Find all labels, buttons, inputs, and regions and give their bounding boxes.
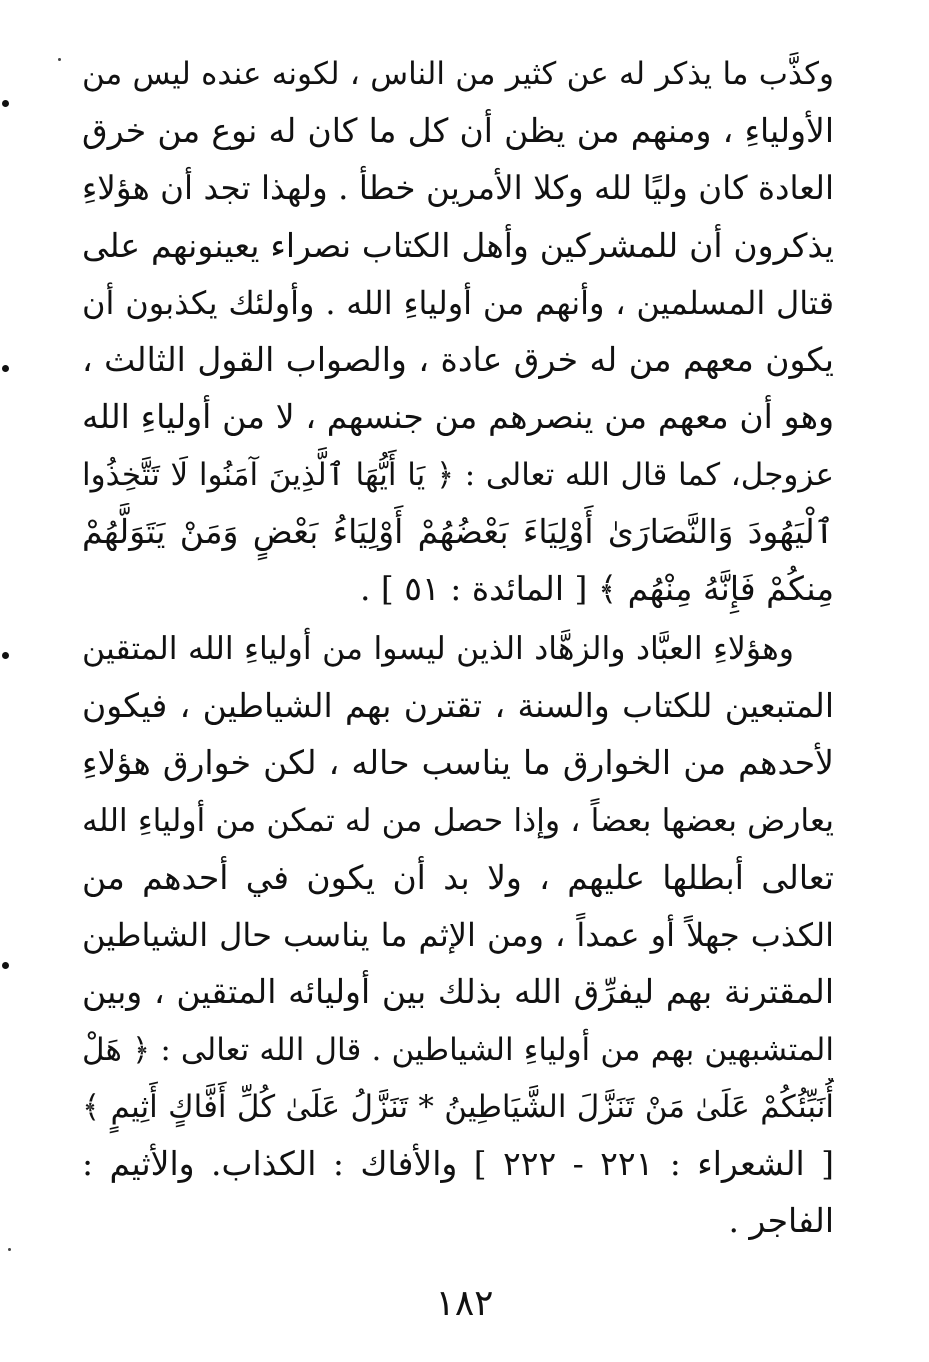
text-line: وهو أن معهم من ينصرهم من جنسهم ، لا من أولياءِ الله: [82, 397, 834, 436]
text-line: قتال المسلمين ، وأنهم من أولياءِ الله . وأولئك يكذبون أن: [82, 284, 834, 322]
text-line: العادة كان وليًا لله وكلا الأمرين خطأ . ولهذا تجد أن هؤلاءِ: [82, 169, 834, 207]
text-line: يذكرون أن للمشركين وأهل الكتاب نصراء يعينونهم على: [82, 226, 834, 265]
quran-verse-line: ٱلْيَهُودَ وَالنَّصَارَىٰ أَوْلِيَاءَ بَعْضُهُمْ أَوْلِيَاءُ بَعْضٍ وَمَنْ يَتَوَلَّهُمْ: [82, 512, 834, 551]
text-line: لأحدهم من الخوارق ما يناسب حاله ، لكن خوارق هؤلاءِ: [82, 743, 834, 782]
scan-speck: [8, 1248, 11, 1251]
quran-verse-line: أُنَبِّئُكُمْ عَلَىٰ مَنْ تَنَزَّلَ الشَّيَاطِينُ * تَنَزَّلُ عَلَىٰ كُلِّ أَفَّاكٍ أَثِيمٍ ﴾: [82, 1089, 834, 1125]
text-line: يعارض بعضها بعضاً ، وإذا حصل من له تمكن من أولياءِ الله: [82, 803, 834, 839]
body-text: [82, 45, 834, 1265]
text-line: تعالى أبطلها عليهم ، ولا بد أن يكون في أحدهم من: [82, 858, 834, 897]
margin-mark: [2, 100, 9, 107]
text-line: الكذب جهلاً أو عمداً ، ومن الإثم ما يناسب حال الشياطين: [82, 916, 834, 954]
quran-verse-line: مِنكُمْ فَإِنَّهُ مِنْهُم ﴾ [ المائدة : ٥١ ] .: [359, 569, 834, 608]
margin-mark: [2, 365, 9, 372]
text-line: الفاجر .: [728, 1201, 834, 1240]
scan-speck: [58, 58, 61, 61]
margin-mark: [2, 652, 9, 659]
text-line: المتبعين للكتاب والسنة ، تقترن بهم الشياطين ، فيكون: [82, 686, 834, 725]
text-line: الأولياءِ ، ومنهم من يظن أن كل ما كان له نوع من خرق: [82, 111, 834, 150]
text-line: المقترنة بهم ليفرِّق الله بذلك بين أوليائه المتقين ، وبين: [82, 972, 834, 1011]
text-line: وهؤلاءِ العبَّاد والزهَّاد الذين ليسوا من أولياءِ الله المتقين: [82, 631, 794, 667]
text-line: [ الشعراء : ٢٢١ - ٢٢٢ ] والأفاك : الكذاب. والأثيم :: [82, 1144, 834, 1183]
text-line: وكذَّب ما يذكر له عن كثير من الناس ، لكونه عنده ليس من: [82, 56, 834, 92]
text-line: المتشبهين بهم من أولياءِ الشياطين . قال الله تعالى : ﴿ هَلْ: [82, 1032, 834, 1068]
margin-mark: [2, 962, 9, 969]
text-line: يكون معهم من له خرق عادة ، والصواب القول الثالث ،: [82, 340, 834, 379]
text-line: عزوجل، كما قال الله تعالى : ﴿ يَا أَيُّهَا ٱلَّذِينَ آمَنُوا لَا تَتَّخِذُوا: [82, 457, 834, 493]
page-number: ١٨٢: [435, 1283, 494, 1324]
